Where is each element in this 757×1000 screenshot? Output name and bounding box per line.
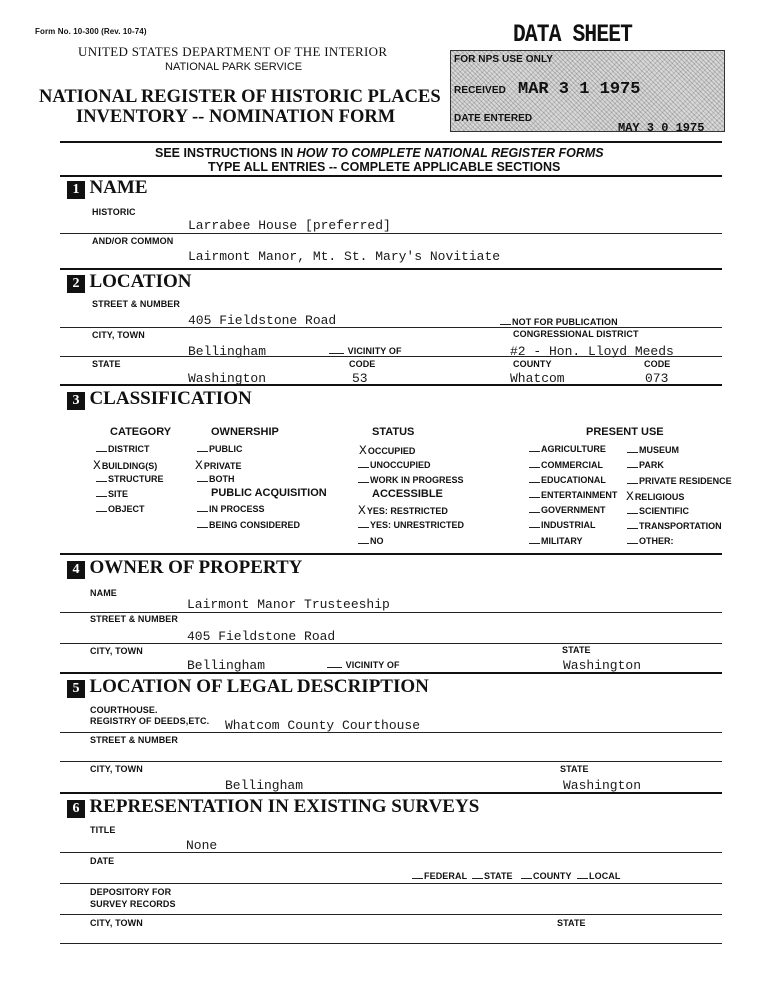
common-label: AND/OR COMMON: [92, 236, 174, 246]
rule: [60, 553, 722, 555]
section-5-header: [67, 676, 429, 698]
street-label: STREET & NUMBER: [92, 299, 181, 309]
section-6-header: [67, 796, 479, 818]
checkbox-unoccupied[interactable]: UNOCCUPIED: [358, 460, 431, 470]
city-label: CITY, TOWN: [90, 918, 143, 928]
rule: [60, 852, 722, 853]
depository-label: DEPOSITORY FOR: [90, 887, 172, 897]
checkbox-work-in-progress[interactable]: WORK IN PROGRESS: [358, 475, 464, 485]
checkbox-yes-restricted[interactable]: XYES: RESTRICTED: [358, 503, 448, 518]
checkbox-museum[interactable]: MUSEUM: [627, 445, 679, 455]
vicinity-of: VICINITY OF: [329, 346, 402, 356]
owner-state: Washington: [563, 658, 642, 673]
checkbox-entertainment[interactable]: ENTERTAINMENT: [529, 490, 617, 500]
not-for-publication: NOT FOR PUBLICATION: [500, 317, 618, 327]
rule: [60, 327, 722, 328]
location-street: 405 Fieldstone Road: [188, 313, 337, 328]
checkbox-public[interactable]: PUBLIC: [197, 444, 243, 454]
checkbox-private-residence[interactable]: PRIVATE RESIDENCE: [627, 476, 732, 486]
rule: [60, 356, 722, 357]
historic-name: Larrabee House [preferred]: [188, 218, 391, 233]
present-use-heading: PRESENT USE: [586, 426, 664, 438]
checkbox-commercial[interactable]: COMMERCIAL: [529, 460, 603, 470]
owner-name-label: NAME: [90, 588, 117, 598]
courthouse-label: COURTHOUSE.: [90, 705, 158, 715]
checkbox-park[interactable]: PARK: [627, 460, 664, 470]
checkbox-private[interactable]: XPRIVATE: [195, 458, 242, 473]
section-3-header: [67, 388, 252, 410]
registry-label: REGISTRY OF DEEDS,ETC.: [90, 716, 210, 726]
street-label: STREET & NUMBER: [90, 735, 179, 745]
location-state: Washington: [188, 371, 267, 386]
form-title-line1: NATIONAL REGISTER OF HISTORIC PLACES: [39, 87, 441, 107]
date-entered-label: DATE ENTERED: [454, 113, 533, 124]
nps-use-only-label: FOR NPS USE ONLY: [454, 54, 554, 65]
legal-city: Bellingham: [225, 778, 304, 793]
checkbox-object[interactable]: OBJECT: [96, 504, 145, 514]
rule: [60, 732, 722, 733]
checkbox-in-process[interactable]: IN PROCESS: [197, 504, 265, 514]
section-title: REPRESENTATION IN EXISTING SURVEYS: [89, 796, 480, 817]
code-label: CODE: [644, 359, 671, 369]
owner-city: Bellingham: [187, 658, 266, 673]
rule: [60, 268, 722, 270]
checkbox-transportation[interactable]: TRANSPORTATION: [627, 521, 722, 531]
common-name: Lairmont Manor, Mt. St. Mary's Novitiate: [188, 249, 501, 264]
rule: [60, 141, 722, 143]
state-label: STATE: [92, 359, 121, 369]
category-heading: CATEGORY: [110, 426, 172, 438]
data-sheet-stamp: DATA SHEET: [513, 20, 633, 49]
rule: [60, 672, 722, 674]
received-date-stamp: MAR 3 1 1975: [518, 80, 641, 99]
county-code: 073: [645, 371, 669, 386]
received-label: RECEIVED: [454, 85, 506, 96]
form-title-line2: INVENTORY -- NOMINATION FORM: [76, 107, 396, 127]
vicinity-of: VICINITY OF: [327, 660, 400, 670]
section-number: 6: [67, 800, 85, 818]
checkbox-educational[interactable]: EDUCATIONAL: [529, 475, 606, 485]
instructions-line2: TYPE ALL ENTRIES -- COMPLETE APPLICABLE SECTIONS: [208, 160, 561, 174]
section-number: 4: [67, 561, 85, 579]
rule: [60, 792, 722, 794]
state-code: 53: [352, 371, 368, 386]
rule: [60, 175, 722, 177]
checkbox-religious[interactable]: XRELIGIOUS: [626, 489, 685, 504]
code-label: CODE: [349, 359, 376, 369]
checkbox-being-considered[interactable]: BEING CONSIDERED: [197, 520, 300, 530]
section-title: CLASSIFICATION: [89, 388, 252, 409]
rule: [60, 883, 722, 884]
section-title: OWNER OF PROPERTY: [89, 557, 303, 578]
ownership-heading: OWNERSHIP: [211, 426, 279, 438]
rule: [60, 233, 722, 234]
department-name: UNITED STATES DEPARTMENT OF THE INTERIOR: [78, 44, 388, 59]
checkbox-local[interactable]: LOCAL: [577, 871, 621, 881]
state-label: STATE: [557, 918, 586, 928]
checkbox-government[interactable]: GOVERNMENT: [529, 505, 606, 515]
checkbox-state[interactable]: STATE: [472, 871, 513, 881]
survey-title: None: [186, 838, 218, 853]
section-title: NAME: [89, 177, 148, 198]
legal-state: Washington: [563, 778, 642, 793]
state-label: STATE: [562, 645, 591, 655]
status-heading: STATUS: [372, 426, 415, 438]
checkbox-yes-unrestricted[interactable]: YES: UNRESTRICTED: [358, 520, 464, 530]
rule: [60, 761, 722, 762]
owner-name: Lairmont Manor Trusteeship: [187, 597, 390, 612]
location-city: Bellingham: [188, 344, 267, 359]
checkbox-county[interactable]: COUNTY: [521, 871, 572, 881]
county-label: COUNTY: [513, 359, 552, 369]
checkbox-no[interactable]: NO: [358, 536, 384, 546]
city-label: CITY, TOWN: [90, 764, 143, 774]
rule: [60, 612, 722, 613]
instructions-line1: SEE INSTRUCTIONS IN HOW TO COMPLETE NATIONAL REGISTER FORMS: [155, 146, 604, 160]
city-label: CITY, TOWN: [90, 646, 143, 656]
rule: [60, 384, 722, 386]
section-4-header: [67, 557, 302, 579]
rule: [60, 943, 722, 944]
checkbox-military[interactable]: MILITARY: [529, 536, 583, 546]
section-number: 1: [67, 181, 85, 199]
checkbox-agriculture[interactable]: AGRICULTURE: [529, 444, 606, 454]
form-number: Form No. 10-300 (Rev. 10-74): [35, 27, 147, 36]
service-name: NATIONAL PARK SERVICE: [165, 61, 303, 73]
public-acquisition-heading: PUBLIC ACQUISITION: [211, 487, 327, 499]
section-title: LOCATION: [89, 271, 192, 292]
historic-label: HISTORIC: [92, 207, 136, 217]
checkbox-other[interactable]: OTHER:: [627, 536, 674, 546]
city-label: CITY, TOWN: [92, 330, 145, 340]
checkbox-both[interactable]: BOTH: [197, 474, 235, 484]
checkbox-structure[interactable]: STRUCTURE: [96, 474, 164, 484]
section-title: LOCATION OF LEGAL DESCRIPTION: [89, 676, 429, 697]
section-number: 2: [67, 275, 85, 293]
checkbox-scientific[interactable]: SCIENTIFIC: [627, 506, 689, 516]
checkbox-federal[interactable]: FEDERAL: [412, 871, 467, 881]
checkbox-industrial[interactable]: INDUSTRIAL: [529, 520, 596, 530]
date-label: DATE: [90, 856, 115, 866]
rule: [60, 914, 722, 915]
checkbox-buildings[interactable]: XBUILDING(S): [93, 458, 158, 473]
accessible-heading: ACCESSIBLE: [372, 488, 443, 500]
congressional-label: CONGRESSIONAL DISTRICT: [513, 329, 639, 339]
title-label: TITLE: [90, 825, 116, 835]
courthouse-name: Whatcom County Courthouse: [225, 718, 421, 733]
section-number: 3: [67, 392, 85, 410]
state-label: STATE: [560, 764, 589, 774]
checkbox-occupied[interactable]: XOCCUPIED: [359, 443, 416, 458]
section-number: 5: [67, 680, 85, 698]
owner-street: 405 Fieldstone Road: [187, 629, 336, 644]
section-2-header: [67, 271, 192, 293]
rule: [60, 643, 722, 644]
survey-records-label: SURVEY RECORDS: [90, 899, 176, 909]
checkbox-district[interactable]: DISTRICT: [96, 444, 150, 454]
congressional-district: #2 - Hon. Lloyd Meeds: [510, 344, 674, 359]
section-1-header: [67, 177, 148, 199]
street-label: STREET & NUMBER: [90, 614, 179, 624]
checkbox-site[interactable]: SITE: [96, 489, 128, 499]
location-county: Whatcom: [510, 371, 565, 386]
date-entered-stamp: MAY 3 0 1975: [618, 121, 705, 135]
